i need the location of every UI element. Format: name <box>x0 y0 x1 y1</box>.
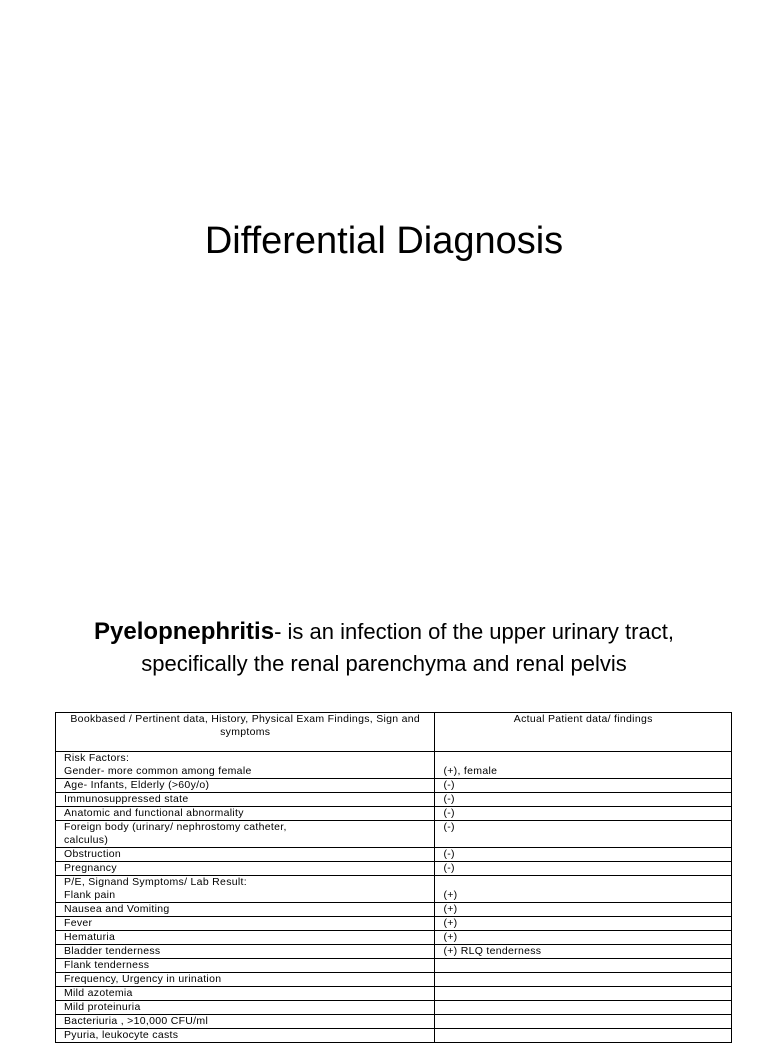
finding-cell <box>56 945 435 959</box>
finding-cell <box>56 973 435 987</box>
patient-cell <box>435 1029 732 1043</box>
finding-cell <box>56 848 435 862</box>
slide-title: Differential Diagnosis <box>204 220 564 262</box>
finding-text: Nausea and Vomiting <box>64 903 170 915</box>
table-row <box>56 1001 732 1015</box>
header-actual: Actual Patient data/ findings <box>435 713 732 752</box>
finding-text: Mild azotemia <box>64 987 133 999</box>
finding-text: Pyuria, leukocyte casts <box>64 1029 179 1041</box>
patient-text: (-) <box>443 793 455 805</box>
finding-text: Anatomic and functional abnormality <box>64 807 244 819</box>
patient-text <box>443 752 723 765</box>
patient-cell <box>435 903 732 917</box>
patient-cell <box>435 945 732 959</box>
finding-text: Pregnancy <box>64 862 117 874</box>
table-row <box>56 959 732 973</box>
patient-cell <box>435 931 732 945</box>
patient-text <box>443 973 723 986</box>
finding-text: Flank tenderness <box>64 959 150 971</box>
table-row <box>56 973 732 987</box>
table-header-row <box>56 713 732 752</box>
finding-text: P/E, Signand Symptoms/ Lab Result: <box>64 876 247 888</box>
finding-cell <box>56 917 435 931</box>
patient-cell <box>435 973 732 987</box>
patient-cell <box>435 1015 732 1029</box>
patient-cell <box>435 1001 732 1015</box>
patient-cell <box>435 862 732 876</box>
finding-cell <box>56 876 435 903</box>
patient-text: (+) <box>443 917 458 929</box>
finding-cell <box>56 1001 435 1015</box>
patient-text: (+) <box>443 931 458 943</box>
heading-term: Pyelopnephritis <box>94 618 275 645</box>
patient-cell <box>435 987 732 1001</box>
patient-text <box>443 1029 723 1042</box>
patient-cell <box>435 821 732 848</box>
table-row <box>56 931 732 945</box>
table-row <box>56 848 732 862</box>
finding-cell <box>56 862 435 876</box>
finding-cell <box>56 959 435 973</box>
table-row <box>56 1029 732 1043</box>
heading-definition-line2: specifically the renal parenchyma and renal pelvis <box>141 651 627 676</box>
finding-text: Fever <box>64 917 93 929</box>
finding-text: Immunosuppressed state <box>64 793 189 805</box>
header-bookbased: Bookbased / Pertinent data, History, Physical Exam Findings, Sign and symptoms <box>56 713 435 752</box>
slide-heading <box>40 616 728 680</box>
patient-text: (+) <box>443 903 458 915</box>
table-row <box>56 779 732 793</box>
finding-text: Gender- more common among female <box>64 765 252 777</box>
table-row <box>56 876 732 903</box>
finding-text: Flank pain <box>64 889 116 901</box>
finding-text: Obstruction <box>64 848 121 860</box>
finding-text: Hematuria <box>64 931 116 943</box>
findings-table <box>55 712 732 1043</box>
finding-cell <box>56 752 435 779</box>
finding-text: calculus) <box>64 834 109 846</box>
table-row <box>56 917 732 931</box>
patient-cell <box>435 752 732 779</box>
finding-cell <box>56 931 435 945</box>
patient-text: (+) <box>443 889 458 901</box>
finding-cell <box>56 821 435 848</box>
patient-text <box>443 987 723 1000</box>
content-slide <box>0 576 768 1041</box>
finding-text: Age- Infants, Elderly (>60y/o) <box>64 779 210 791</box>
patient-text: (+) RLQ tenderness <box>443 945 542 957</box>
patient-text: (-) <box>443 807 455 819</box>
patient-text: (-) <box>443 779 455 791</box>
heading-definition-line1: - is an infection of the upper urinary tract, <box>274 619 674 644</box>
finding-cell <box>56 987 435 1001</box>
finding-text: Frequency, Urgency in urination <box>64 973 222 985</box>
patient-cell <box>435 876 732 903</box>
finding-cell <box>56 807 435 821</box>
patient-text: (-) <box>443 862 455 874</box>
table-row <box>56 793 732 807</box>
finding-text: Bladder tenderness <box>64 945 161 957</box>
finding-cell <box>56 1029 435 1043</box>
patient-cell <box>435 793 732 807</box>
patient-text <box>443 1001 723 1014</box>
table-row <box>56 807 732 821</box>
table-row <box>56 945 732 959</box>
patient-cell <box>435 848 732 862</box>
patient-text <box>443 1015 723 1028</box>
patient-text: (-) <box>443 821 455 833</box>
patient-cell <box>435 779 732 793</box>
table-row <box>56 903 732 917</box>
finding-text: Bacteriuria , >10,000 CFU/ml <box>64 1015 209 1027</box>
finding-cell <box>56 793 435 807</box>
patient-cell <box>435 807 732 821</box>
findings-body <box>56 752 732 1043</box>
finding-text: Risk Factors: <box>64 752 130 764</box>
patient-text: (-) <box>443 848 455 860</box>
patient-cell <box>435 959 732 973</box>
finding-text: Foreign body (urinary/ nephrostomy catheter, <box>64 821 287 833</box>
table-row <box>56 1015 732 1029</box>
finding-text: Mild proteinuria <box>64 1001 141 1013</box>
table-row <box>56 821 732 848</box>
patient-text: (+), female <box>443 765 498 777</box>
finding-cell <box>56 779 435 793</box>
patient-text <box>443 876 723 889</box>
patient-text <box>443 959 723 972</box>
patient-cell <box>435 917 732 931</box>
finding-cell <box>56 1015 435 1029</box>
table-row <box>56 862 732 876</box>
table-row <box>56 752 732 779</box>
finding-cell <box>56 903 435 917</box>
table-row <box>56 987 732 1001</box>
